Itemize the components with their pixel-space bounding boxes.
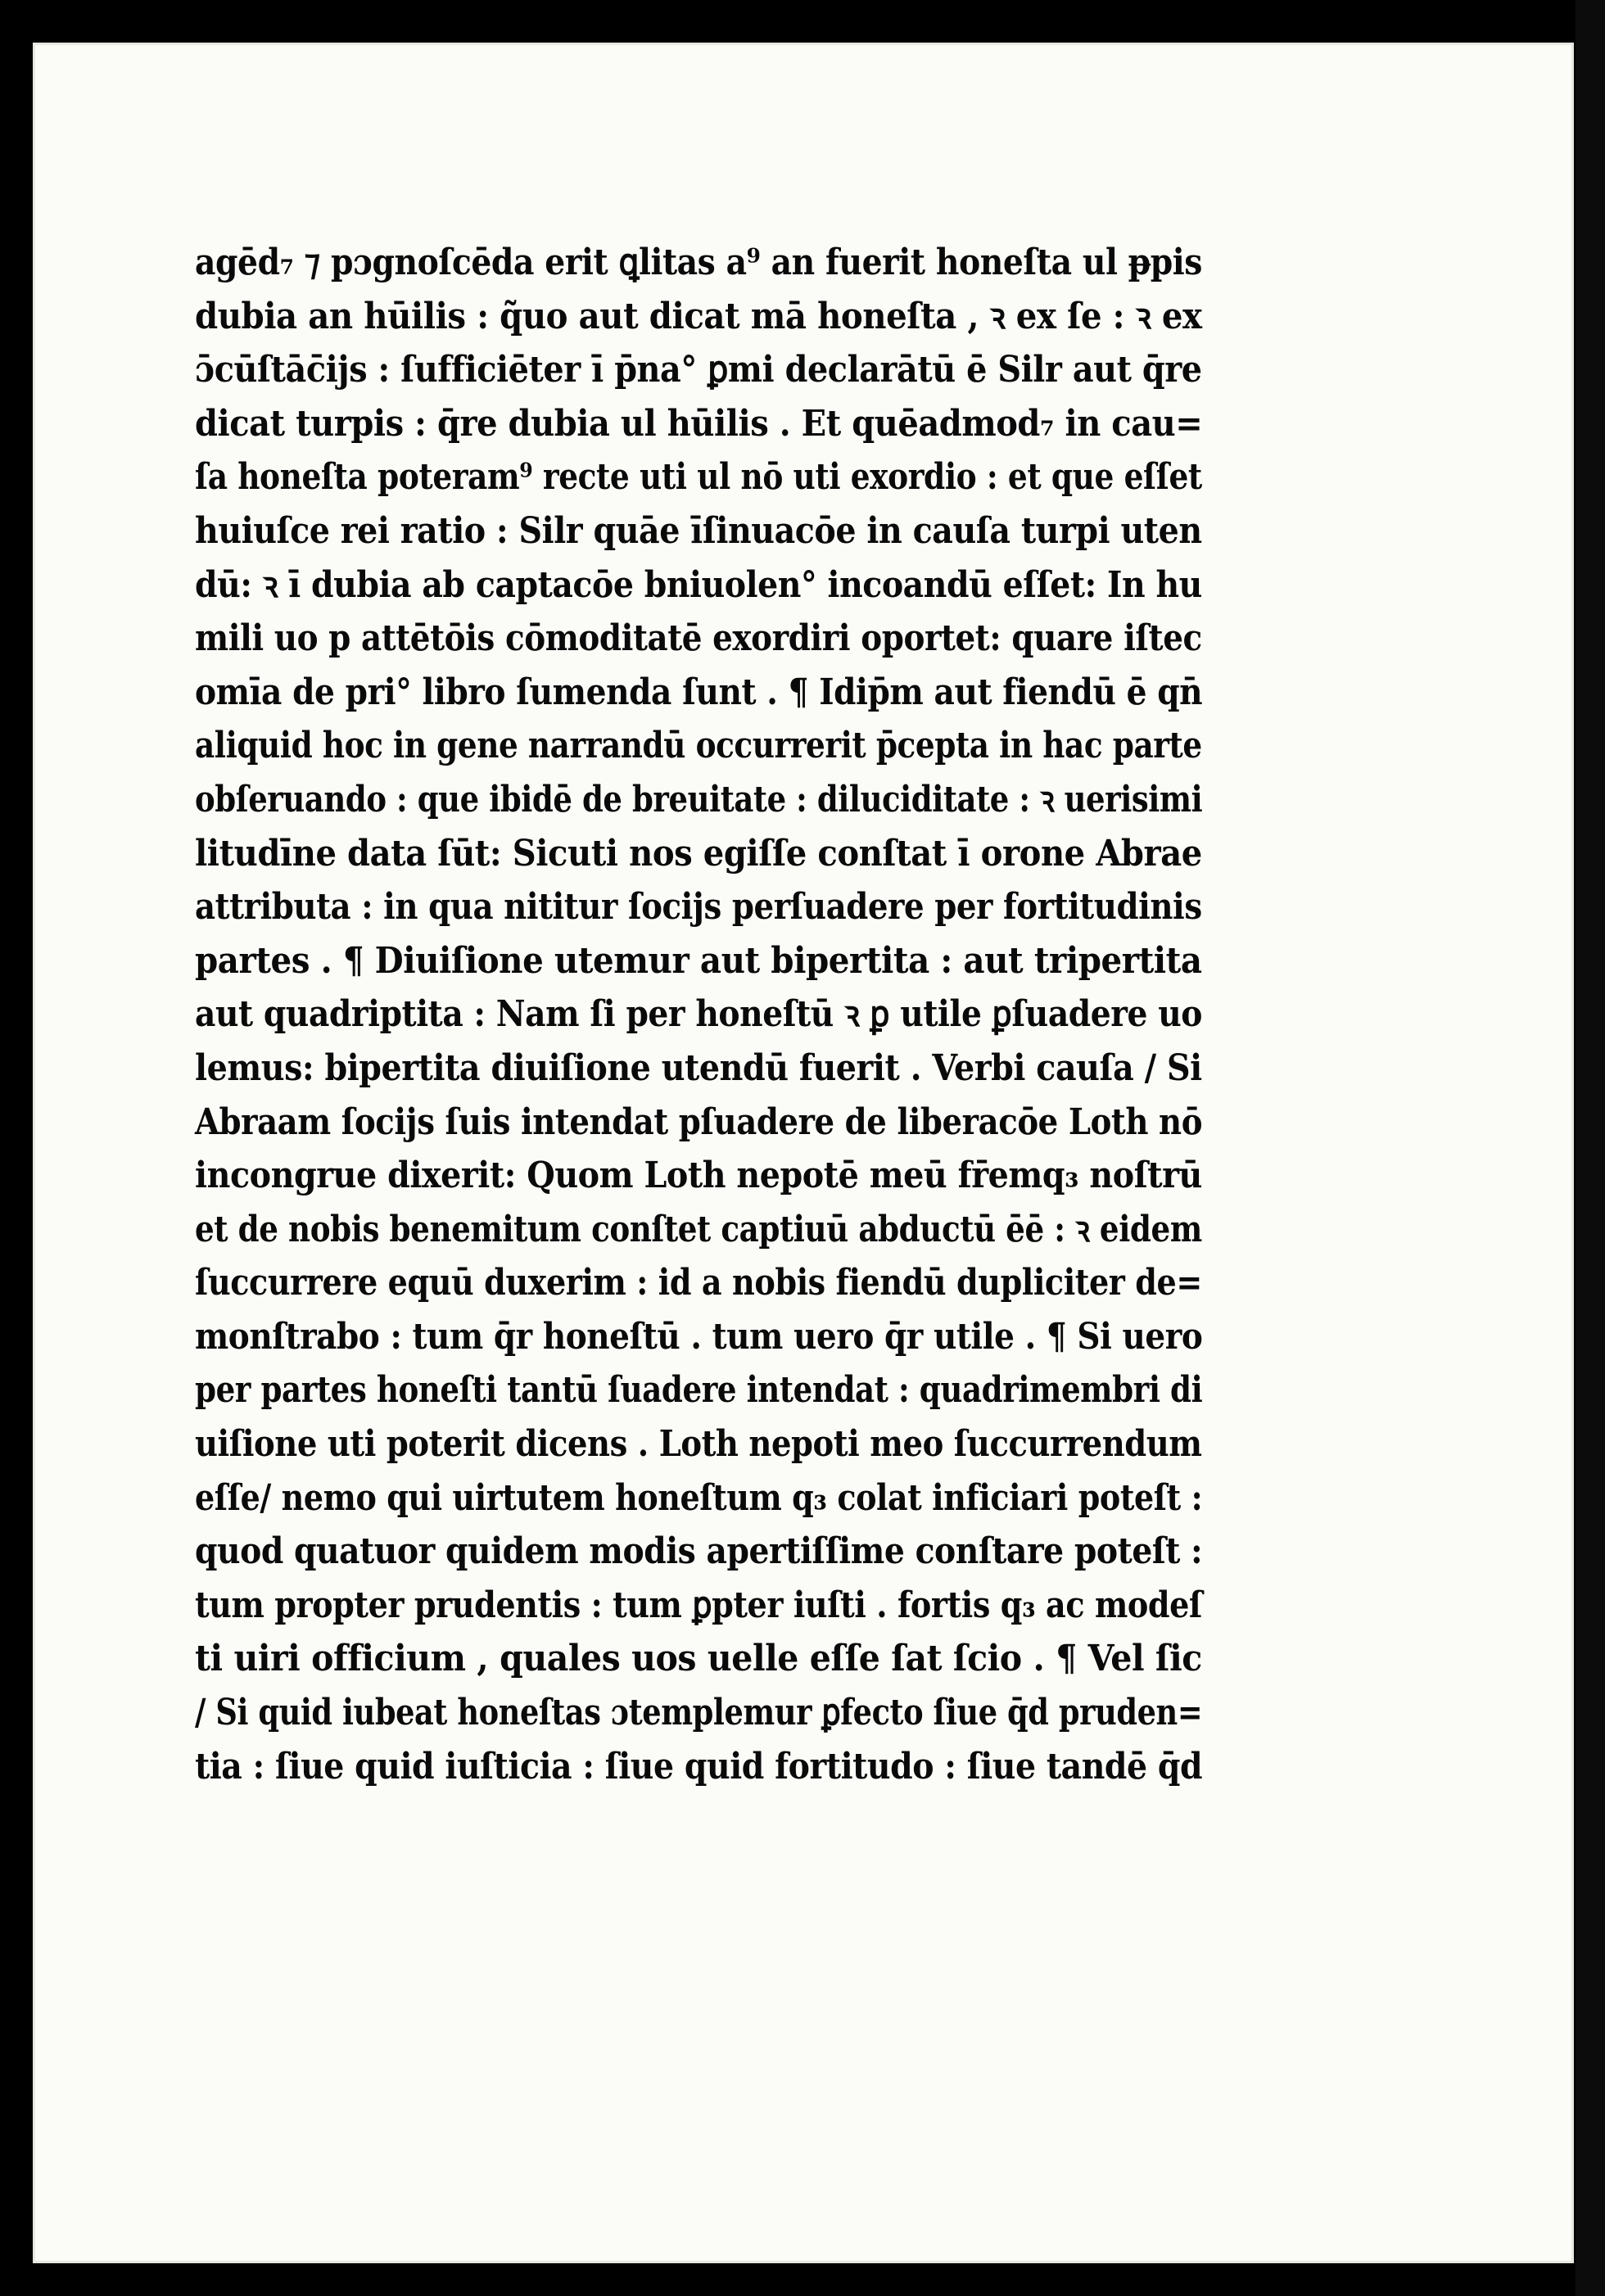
text-line: dū: ꝛ ī dubia ab captacōe bniuolen° incoandū eſſet: In hu bbox=[195, 563, 1202, 606]
text-line: quod quatuor quidem modis apertiſſime conſtare poteſt : bbox=[195, 1530, 1203, 1573]
text-line: aliquid hoc in gene narrandū occurrerit p̄cepta in hac parte bbox=[195, 725, 1202, 767]
page-edge-shadow bbox=[1576, 0, 1605, 2296]
text-line: agēd₇ ⁊ pɔgnoſcēda erit ꝗlitas a⁹ an fuerit honeſta ul ᵽpis bbox=[195, 242, 1202, 283]
text-line: / Si quid iubeat honeſtas ɔtemplemur ꝑfecto ſiue q̄d pruden= bbox=[195, 1692, 1203, 1734]
text-line: per partes honeſti tantū ſuadere intendat : quadrimembri di bbox=[195, 1369, 1203, 1412]
text-line: omīa de pri° libro ſumenda ſunt . ¶ Idip̄m aut fiendū ē qn̄ bbox=[195, 671, 1203, 713]
text-line: dubia an hūilis : q̃uo aut dicat mā honeſta , ꝛ ex ſe : ꝛ ex bbox=[195, 295, 1202, 337]
printed-text-block bbox=[195, 236, 1202, 1793]
text-line: ti uiri officium , quales uos uelle eſſe ſat ſcio . ¶ Vel ſic bbox=[195, 1638, 1202, 1680]
text-line: partes . ¶ Diuiſione utemur aut bipertita : aut tripertita bbox=[195, 939, 1202, 982]
text-line: Abraam ſocijs ſuis intendat pſuadere de liberacōe Loth nō bbox=[195, 1101, 1203, 1143]
text-line: incongrue dixerit: Quom Loth nepotē meū fr̄emq₃ noſtrū bbox=[195, 1155, 1202, 1197]
text-line: huiuſce rei ratio : Silr quāe īſinuacōe in cauſa turpi uten bbox=[195, 509, 1202, 552]
text-line: et de nobis benemitum conſtet captiuū abductū ēē : ꝛ eidem bbox=[195, 1208, 1202, 1250]
text-line: litudīne data ſūt: Sicuti nos egiſſe conſtat ī orone Abrae bbox=[195, 832, 1202, 875]
text-line: ɔ̄cūſtāc̄ijs : ſufficiēter ī p̄na° ꝑmi declarātū ē Silr aut q̄re bbox=[195, 349, 1202, 391]
text-line: mili uo p attētōis cōmoditatē exordiri oportet: quare iſtec bbox=[195, 617, 1202, 660]
text-line: ſuccurrere equū duxerim : id a nobis fiendū dupliciter de= bbox=[195, 1262, 1202, 1304]
text-line: ſa honeſta poteram⁹ recte uti ul nō uti exordio : et que eſſet bbox=[195, 456, 1202, 499]
text-line: obſeruando : que ibidē de breuitate : diluciditate : ꝛ uerisimi bbox=[195, 778, 1203, 820]
text-line: lemus: bipertita diuiſione utendū fuerit . Verbi cauſa / Si bbox=[195, 1046, 1202, 1089]
text-line: tia : ſiue quid iuſticia : ſiue quid fortitudo : ſiue tandē q̄d bbox=[195, 1745, 1203, 1788]
text-line: eſſe/ nemo qui uirtutem honeſtum q₃ colat inficiari poteſt : bbox=[195, 1476, 1203, 1519]
text-line: tum propter prudentis : tum ꝑpter iuſti . fortis q₃ ac modeſ bbox=[195, 1584, 1202, 1626]
text-line: dicat turpis : q̄re dubia ul hūilis . Et quēadmod₇ in cau= bbox=[195, 402, 1203, 445]
text-line: uiſione uti poterit dicens . Loth nepoti meo ſuccurrendum bbox=[195, 1423, 1202, 1466]
text-line: attributa : in qua nititur ſocijs perſuadere per fortitudinis bbox=[195, 886, 1202, 929]
text-line: monſtrabo : tum q̄r honeſtū . tum uero q̄r utile . ¶ Si uero bbox=[195, 1315, 1203, 1358]
text-line: aut quadriptita : Nam ſi per honeſtū ꝛ ꝑ utile ꝑſuadere uo bbox=[195, 993, 1202, 1036]
